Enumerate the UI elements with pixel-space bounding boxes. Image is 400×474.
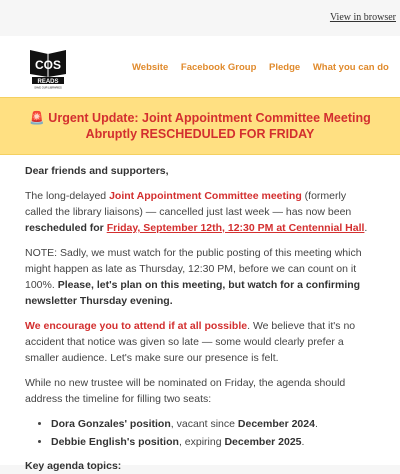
banner-line-2: Abruptly RESCHEDULED FOR FRIDAY (85, 127, 315, 141)
view-in-browser-link[interactable]: View in browser (329, 12, 396, 23)
svg-text:SAVE OUR LIBRARIES: SAVE OUR LIBRARIES (34, 86, 62, 90)
preheader (0, 0, 400, 36)
svg-text:READS: READS (37, 79, 59, 85)
agenda-heading: Key agenda topics: (25, 460, 122, 472)
newsletter-body (0, 155, 400, 472)
siren-icon: 🚨 (29, 111, 45, 125)
paragraph-meeting: The long-delayed Joint Appointment Committee meeting (formerly called the library liaisons) — cancelled just last week — has now been rescheduled for Friday, September 12th, 12:30 PM at Centennial Hall. (25, 190, 368, 234)
greeting: Dear friends and supporters, (25, 165, 169, 177)
nav-website[interactable]: Website (132, 62, 169, 73)
banner-line-1: Urgent Update: Joint Appointment Committee Meeting (48, 111, 371, 125)
nav-pledge[interactable]: Pledge (269, 62, 301, 73)
header (0, 36, 400, 97)
nav-menu (132, 62, 399, 73)
trustee-list (25, 416, 375, 450)
paragraph-trustees: While no new trustee will be nominated on Friday, the agenda should address the timeline for filling two seats: (25, 377, 346, 405)
meeting-date-link[interactable]: Friday, September 12th, 12:30 PM at Centennial Hall (106, 222, 365, 234)
meeting-highlight: Joint Appointment Committee meeting (109, 190, 302, 202)
nav-facebook-group[interactable]: Facebook Group (180, 62, 257, 73)
svg-text:COS: COS (34, 58, 62, 72)
nav-what-you-can-do[interactable]: What you can do (312, 62, 389, 73)
list-item: • Debbie English's position, expiring December 2025. (51, 434, 375, 450)
cos-reads-logo[interactable] (26, 44, 70, 90)
list-item: • Dora Gonzales' position, vacant since December 2024. (51, 416, 375, 432)
urgent-banner (0, 97, 400, 155)
paragraph-encourage: We encourage you to attend if at all possible. We believe that it's no accident that notice was given so late — some would clearly prefer a smaller audience. Let's make sure our presence is felt. (25, 320, 356, 364)
paragraph-note: NOTE: Sadly, we must watch for the public posting of this meeting which might happen as late as Thursday, 12:30 PM, before we can count on it 100%. Please, let's plan on this meeting, but watch for a confirming newsletter Thursday evening. (25, 247, 362, 307)
